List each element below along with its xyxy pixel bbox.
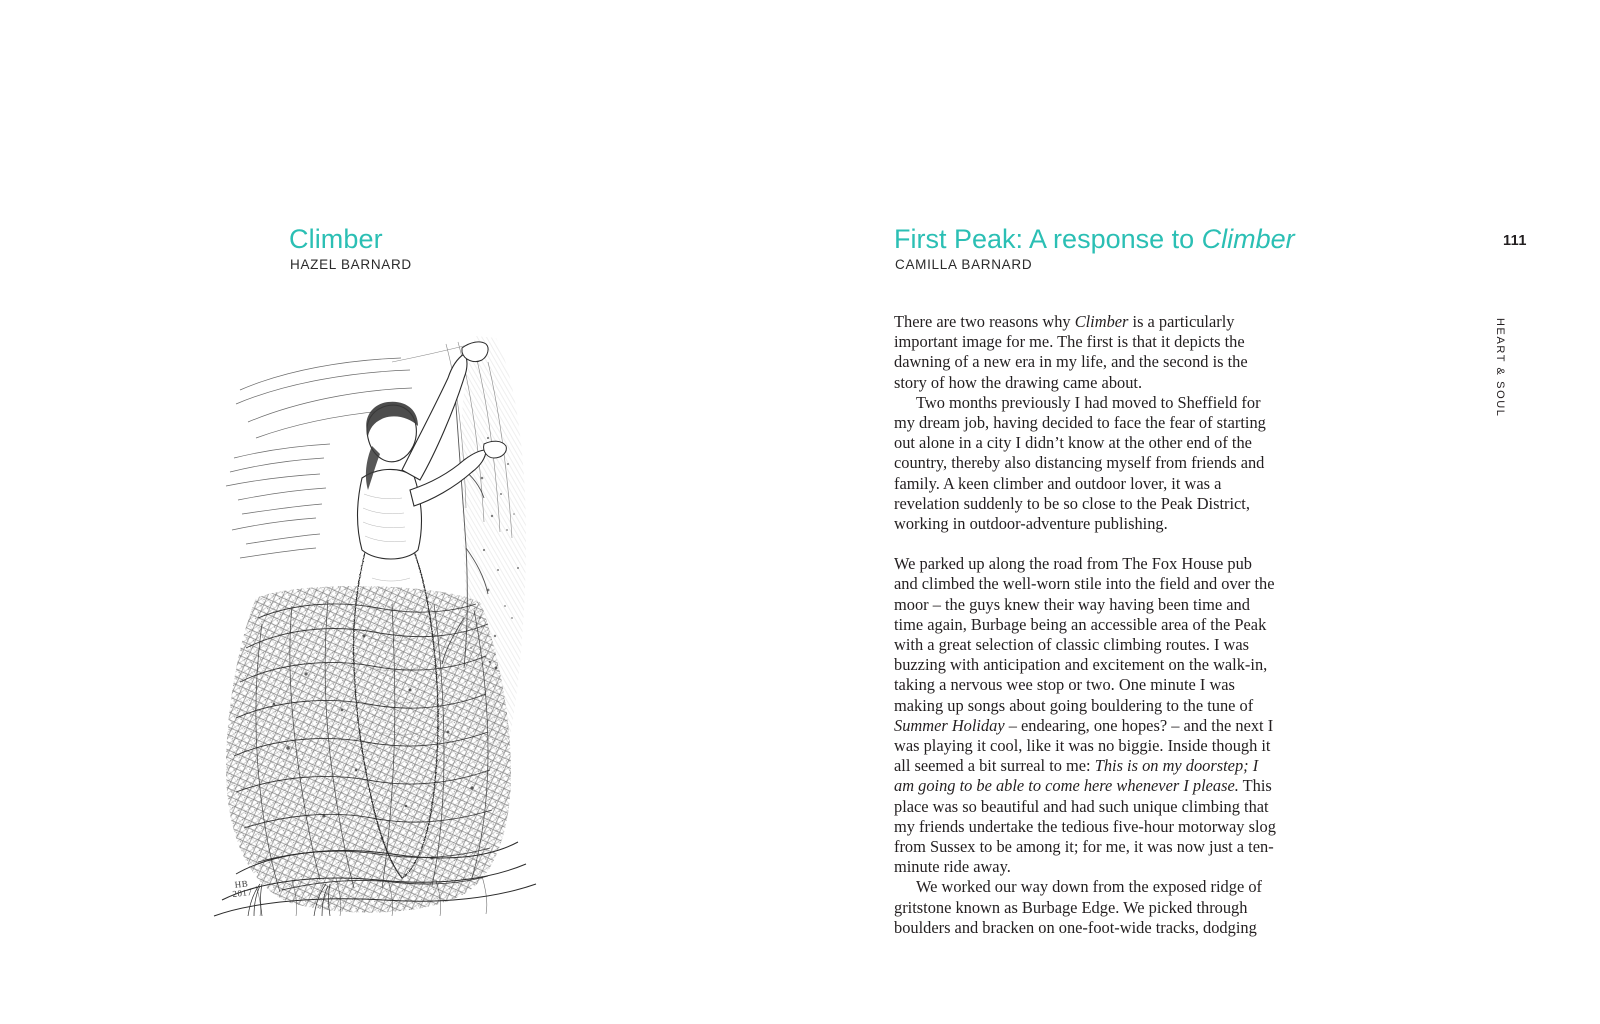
page-number: 111: [1503, 233, 1527, 249]
body-text: This place was so beautiful and had such unique climbing that my friends undertake the tedious five-hour motorway slog from Sussex to be among it; for me, it was now just a ten-minute ride away.: [894, 776, 1276, 877]
italic-text: Summer Holiday: [894, 715, 1005, 735]
climber-illustration: [196, 318, 576, 918]
body-paragraph: [894, 312, 1279, 393]
body-text: – endearing, one hopes? – and the next I was playing it cool, like it was no biggie. Inside though it all seemed a bit surreal to me:: [894, 715, 1274, 776]
italic-text: Climber: [1074, 312, 1129, 331]
body-text: is a particularly important image for me. The first is that it depicts the dawning of a new era in my life, and the second is the story of how the drawing came about.: [894, 312, 1248, 392]
body-text: There are two reasons why: [894, 312, 1075, 331]
body-paragraph: [894, 877, 1279, 938]
body-paragraph: [894, 393, 1279, 534]
essay-author: CAMILLA BARNARD: [895, 257, 1033, 272]
signature-initials: HB: [234, 878, 249, 890]
artist-signature: [231, 879, 253, 900]
body-text: Two months previously I had moved to Sheffield for my dream job, having decided to face the fear of starting out alone in a city I didn’t know at the other end of the country, thereby also distancing myself from friends and family. A keen climber and outdoor lover, it was a revelation suddenly to be so close to the Peak District, working in outdoor-adventure publishing.: [894, 392, 1266, 534]
essay-title-plain: First Peak: A response to: [894, 224, 1202, 254]
artwork-title: Climber: [289, 224, 383, 254]
signature-year: 2017: [231, 887, 253, 900]
essay-title-italic: Climber: [1201, 224, 1295, 254]
artwork-author: HAZEL BARNARD: [290, 257, 412, 272]
essay-body: [894, 312, 1279, 938]
body-paragraph: [894, 554, 1279, 877]
body-text: We parked up along the road from The Fox House pub and climbed the well-worn stile into the field and over the moor – the guys knew their way having been time and time again, Burbage being an accessible area of the Peak with a great selection of classic climbing routes. I was buzzing with anticipation and excitement on the walk-in, taking a nervous wee stop or two. One minute I was making up songs about going bouldering to the tune of: [894, 554, 1275, 715]
right-page: [800, 0, 1600, 1024]
essay-title: [894, 224, 1295, 255]
running-head: HEART & SOUL: [1494, 318, 1506, 418]
italic-text: This is on my doorstep; I am going to be able to come here whenever I please.: [894, 756, 1259, 796]
body-text: We worked our way down from the exposed ridge of gritstone known as Burbage Edge. We picked through boulders and bracken on one-foot-wide tracks, dodging: [894, 877, 1262, 937]
